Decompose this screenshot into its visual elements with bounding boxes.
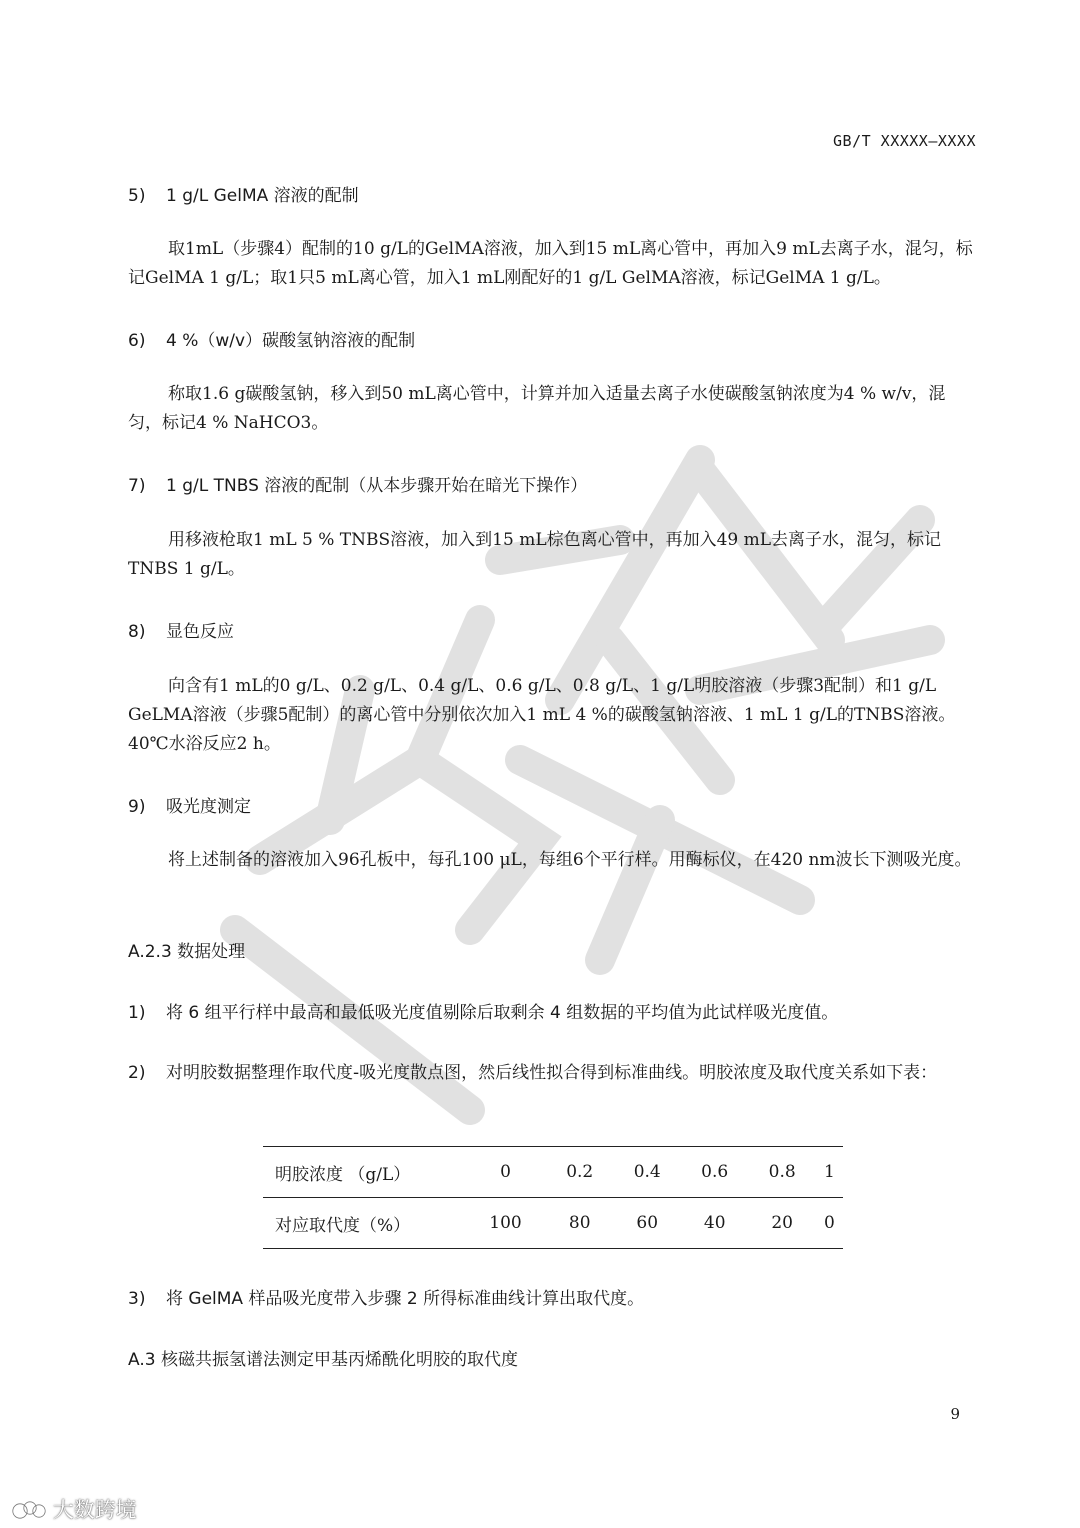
table-row	[263, 1147, 843, 1198]
gelatin-substitution-table	[263, 1146, 843, 1249]
table-cell: 60	[613, 1198, 680, 1249]
document-code: GB/T XXXXX—XXXX	[833, 132, 976, 150]
table-cell: 0.2	[546, 1147, 613, 1198]
data-step-1: 1) 将 6 组平行样中最高和最低吸光度值剔除后取剩余 4 组数据的平均值为此试样吸光度值。	[128, 1003, 839, 1023]
section-9-heading: 9) 吸光度测定	[128, 797, 251, 817]
table-cell: 明胶浓度 （g/L）	[263, 1147, 465, 1198]
data-step-2: 2) 对明胶数据整理作取代度-吸光度散点图，然后线性拟合得到标准曲线。明胶浓度及取代度关系如下表：	[128, 1063, 938, 1083]
table-cell: 0.8	[748, 1147, 815, 1198]
brand-icon	[12, 1500, 46, 1522]
section-5-body: 取1mL（步骤4）配制的10 g/L的GelMA溶液，加入到15 mL离心管中，再加入9 mL去离子水，混匀，标记GelMA 1 g/L；取1只5 mL离心管，加入1 mL刚配好的1 g/L GelMA溶液，标记GelMA 1 g/L。	[128, 239, 973, 288]
section-6-heading: 6) 4 %（w/v）碳酸氢钠溶液的配制	[128, 331, 416, 351]
brand-name: 大数跨境	[52, 1498, 137, 1522]
section-6-body: 称取1.6 g碳酸氢钠，移入到50 mL离心管中，计算并加入适量去离子水使碳酸氢钠浓度为4 % w/v，混匀，标记4 % NaHCO3。	[128, 384, 946, 433]
table-cell: 20	[748, 1198, 815, 1249]
section-8-body: 向含有1 mL的0 g/L、0.2 g/L、0.4 g/L、0.6 g/L、0.8 g/L、1 g/L明胶溶液（步骤3配制）和1 g/L GeLMA溶液（步骤5配制）的离心管中分别依次加入1 mL 4 %的碳酸氢钠溶液、1 mL 1 g/L的TNBS溶液。40℃水浴反应2 h。	[128, 676, 956, 754]
brand-logo	[12, 1494, 137, 1524]
section-9-body: 将上述制备的溶液加入96孔板中，每孔100 μL，每组6个平行样。用酶标仪，在420 nm波长下测吸光度。	[168, 850, 972, 870]
table-cell: 40	[681, 1198, 748, 1249]
section-7-body: 用移液枪取1 mL 5 % TNBS溶液，加入到15 mL棕色离心管中，再加入49 mL去离子水，混匀，标记TNBS 1 g/L。	[128, 530, 942, 579]
table-cell: 0	[465, 1147, 546, 1198]
section-8-heading: 8) 显色反应	[128, 622, 234, 642]
section-a3-heading: A.3 核磁共振氢谱法测定甲基丙烯酰化明胶的取代度	[128, 1350, 518, 1370]
table-cell: 0	[816, 1198, 843, 1249]
table-cell: 1	[816, 1147, 843, 1198]
table-cell: 对应取代度（%）	[263, 1198, 465, 1249]
data-step-3: 3) 将 GelMA 样品吸光度带入步骤 2 所得标准曲线计算出取代度。	[128, 1289, 645, 1309]
table-cell: 80	[546, 1198, 613, 1249]
section-7-heading: 7) 1 g/L TNBS 溶液的配制（从本步骤开始在暗光下操作）	[128, 476, 588, 496]
page-number: 9	[950, 1405, 960, 1423]
table-cell: 0.6	[681, 1147, 748, 1198]
section-5-heading: 5) 1 g/L GelMA 溶液的配制	[128, 186, 359, 206]
table-row	[263, 1198, 843, 1249]
table-cell: 100	[465, 1198, 546, 1249]
table-cell: 0.4	[613, 1147, 680, 1198]
section-a23-heading: A.2.3 数据处理	[128, 942, 246, 962]
